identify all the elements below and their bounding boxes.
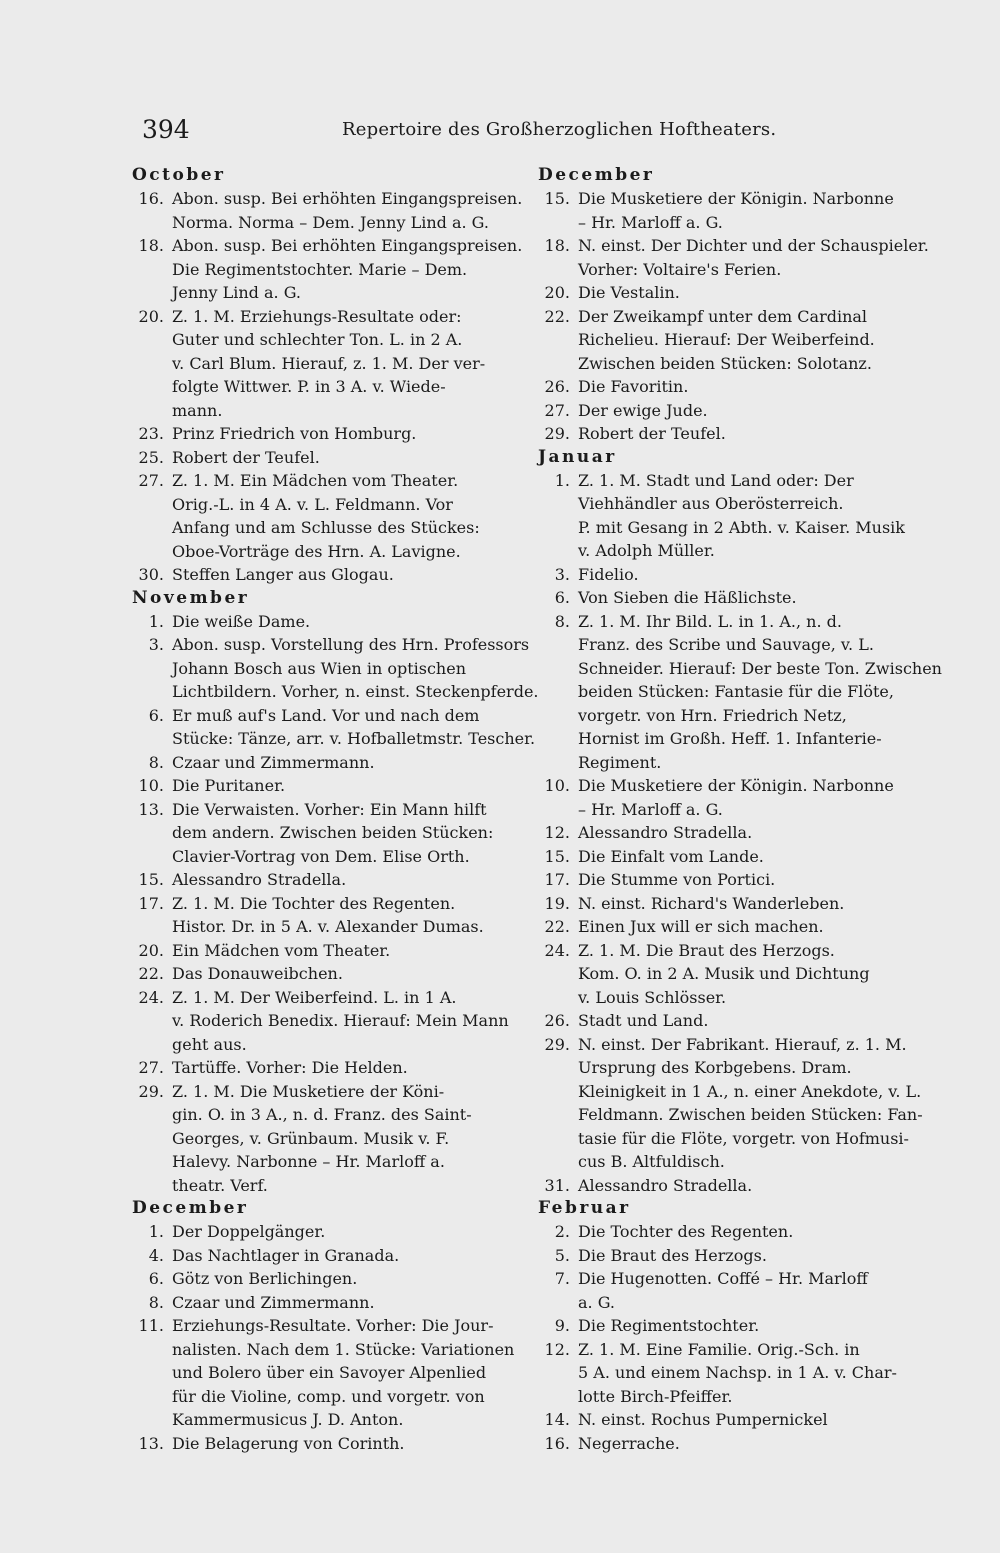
entry-line: vorgetr. von Hrn. Friedrich Netz,	[578, 705, 847, 725]
entry-line: v. Carl Blum. Hierauf, z. 1. M. Der ver-	[172, 353, 486, 373]
entry-line: Von Sieben die Häßlichste.	[578, 588, 797, 607]
entry-line: Robert der Teufel.	[578, 424, 726, 443]
performance-entry	[538, 281, 943, 305]
performance-entry	[538, 1267, 943, 1314]
entry-line: Stadt und Land.	[578, 1011, 709, 1030]
entry-text	[172, 187, 532, 234]
entry-line: Z. 1. M. Die Musketiere der Köni-	[172, 1081, 445, 1101]
entry-day: 20.	[138, 306, 164, 326]
entry-day: 6.	[148, 705, 164, 725]
entry-day: 8.	[554, 611, 570, 631]
entry-line: Richelieu. Hierauf: Der Weiberfeind.	[578, 330, 875, 349]
right-column	[538, 164, 943, 1455]
performance-entry	[538, 939, 943, 1010]
entry-line: Abon. susp. Vorstellung des Hrn. Professors	[172, 635, 530, 654]
performance-entry	[538, 563, 943, 587]
entry-line: Kleinigkeit in 1 A., n. einer Anekdote, v. L.	[578, 1081, 922, 1101]
performance-entry	[132, 1267, 532, 1291]
entry-line: Die Hugenotten. Coffé – Hr. Marloff	[578, 1269, 868, 1288]
entry-day: 8.	[148, 1292, 164, 1312]
entry-text	[172, 868, 532, 892]
entry-text	[578, 1314, 943, 1338]
entry-line: Georges, v. Grünbaum. Musik v. F.	[172, 1128, 450, 1148]
entry-line: Die Braut des Herzogs.	[578, 1245, 767, 1265]
entry-day: 25.	[138, 447, 164, 467]
entry-line: Feldmann. Zwischen beiden Stücken: Fan-	[578, 1105, 923, 1124]
performance-entry	[538, 915, 943, 939]
entry-text	[172, 610, 532, 634]
entry-line: Die Musketiere der Königin. Narbonne	[578, 189, 894, 208]
entry-day: 24.	[138, 987, 164, 1007]
entry-day: 17.	[138, 893, 164, 913]
entry-line: – Hr. Marloff a. G.	[578, 799, 723, 819]
entry-text	[172, 751, 532, 775]
performance-entry	[538, 1314, 943, 1338]
entry-line: Schneider. Hierauf: Der beste Ton. Zwischen	[578, 658, 942, 678]
entry-line: Z. 1. M. Die Braut des Herzogs.	[578, 940, 835, 960]
entry-line: mann.	[172, 400, 223, 420]
entry-day: 1.	[148, 1222, 164, 1241]
entry-line: und Bolero über ein Savoyer Alpenlied	[172, 1363, 487, 1382]
entry-day: 23.	[138, 424, 164, 443]
performance-entry	[132, 1220, 532, 1244]
entry-line: Kammermusicus J. D. Anton.	[172, 1410, 404, 1429]
entry-line: Die Verwaisten. Vorher: Ein Mann hilft	[172, 799, 487, 819]
entry-day: 2.	[554, 1222, 570, 1241]
entry-text	[578, 305, 943, 376]
entry-line: N. einst. Richard's Wanderleben.	[578, 893, 845, 913]
performance-entry	[538, 469, 943, 563]
entry-day: 18.	[544, 236, 570, 255]
performance-entry	[538, 375, 943, 399]
entry-line: Hornist im Großh. Heff. 1. Infanterie-	[578, 729, 882, 748]
entry-line: Robert der Teufel.	[172, 447, 320, 467]
entry-line: Kom. O. in 2 A. Musik und Dichtung	[578, 964, 870, 983]
page-header	[142, 115, 870, 151]
performance-entry	[132, 798, 532, 869]
entry-text	[578, 774, 943, 821]
performance-entry	[132, 1432, 532, 1456]
entry-line: Alessandro Stradella.	[578, 823, 753, 842]
entry-text	[578, 1432, 943, 1456]
entry-line: Czaar und Zimmermann.	[172, 1292, 375, 1312]
entry-line: v. Louis Schlösser.	[578, 987, 727, 1007]
entry-day: 10.	[544, 776, 570, 795]
entry-line: Er muß auf's Land. Vor und nach dem	[172, 705, 480, 725]
month-heading: December	[538, 165, 655, 185]
performance-entry	[132, 446, 532, 470]
entry-text	[578, 1267, 943, 1314]
performance-entry	[538, 892, 943, 916]
entry-day: 22.	[138, 964, 164, 983]
performance-entry	[538, 586, 943, 610]
entry-line: Der ewige Jude.	[578, 400, 708, 420]
entry-line: Z. 1. M. Die Tochter des Regenten.	[172, 893, 456, 913]
entry-text	[172, 1220, 532, 1244]
entry-line: Clavier-Vortrag von Dem. Elise Orth.	[172, 846, 470, 866]
entry-line: lotte Birch-Pfeiffer.	[578, 1386, 733, 1406]
entry-text	[578, 399, 943, 423]
entry-text	[578, 469, 943, 563]
entry-text	[172, 798, 532, 869]
entry-day: 6.	[148, 1269, 164, 1288]
entry-day: 5.	[554, 1245, 570, 1265]
entry-text	[172, 1314, 532, 1432]
entry-day: 22.	[544, 917, 570, 936]
month-heading: December	[132, 1198, 249, 1218]
entry-line: Regiment.	[578, 752, 662, 772]
entry-line: Die Regimentstochter.	[578, 1316, 760, 1335]
entry-line: Die Tochter des Regenten.	[578, 1222, 794, 1241]
entry-line: N. einst. Der Fabrikant. Hierauf, z. 1. M.	[578, 1034, 907, 1054]
performance-entry	[538, 234, 943, 281]
entry-line: Anfang und am Schlusse des Stückes:	[172, 518, 480, 537]
entry-line: Die Einfalt vom Lande.	[578, 846, 764, 866]
performance-entry	[132, 1244, 532, 1268]
entry-day: 13.	[138, 1433, 164, 1453]
entry-line: Ursprung des Korbgebens. Dram.	[578, 1058, 852, 1077]
entry-line: N. einst. Der Dichter und der Schauspieler.	[578, 236, 929, 255]
entry-day: 4.	[148, 1245, 164, 1265]
entry-line: v. Adolph Müller.	[578, 541, 715, 560]
entry-line: Einen Jux will er sich machen.	[578, 917, 824, 936]
performance-entry	[538, 610, 943, 775]
entry-text	[172, 633, 539, 704]
running-title: Repertoire des Großherzoglichen Hoftheaters.	[342, 119, 777, 140]
performance-entry	[132, 704, 536, 751]
entry-text	[578, 281, 943, 305]
entry-line: nalisten. Nach dem 1. Stücke: Variationen	[172, 1339, 515, 1359]
entry-text	[578, 1244, 943, 1268]
entry-line: v. Roderich Benedix. Hierauf: Mein Mann	[172, 1011, 509, 1030]
entry-line: Die Vestalin.	[578, 283, 680, 302]
entry-text	[578, 1220, 943, 1244]
entry-line: Oboe-Vorträge des Hrn. A. Lavigne.	[172, 541, 461, 561]
entry-line: Negerrache.	[578, 1433, 680, 1453]
performance-entry	[132, 774, 532, 798]
entry-day: 16.	[138, 189, 164, 208]
entry-text	[172, 986, 532, 1057]
performance-entry	[538, 305, 943, 376]
entry-day: 29.	[544, 1034, 570, 1054]
entry-text	[578, 1174, 943, 1198]
entry-text	[172, 305, 532, 423]
entry-text	[578, 1033, 943, 1174]
entry-day: 1.	[148, 611, 164, 631]
entry-text	[172, 892, 532, 939]
entry-line: gin. O. in 3 A., n. d. Franz. des Saint-	[172, 1105, 472, 1124]
entry-day: 20.	[544, 283, 570, 302]
entry-day: 16.	[544, 1433, 570, 1453]
performance-entry	[132, 610, 532, 634]
entry-line: tasie für die Flöte, vorgetr. von Hofmusi-	[578, 1128, 909, 1148]
performance-entry	[132, 1080, 532, 1198]
performance-entry	[538, 422, 943, 446]
performance-entry	[132, 469, 532, 563]
entry-line: Zwischen beiden Stücken: Solotanz.	[578, 353, 872, 373]
entry-line: Prinz Friedrich von Homburg.	[172, 424, 417, 443]
performance-entry	[132, 633, 539, 704]
left-column	[132, 164, 539, 1455]
entry-text	[172, 962, 532, 986]
entry-text	[578, 939, 943, 1010]
entry-text	[172, 774, 532, 798]
entry-text	[578, 187, 943, 234]
entry-line: Die Belagerung von Corinth.	[172, 1433, 405, 1453]
entry-day: 12.	[544, 823, 570, 842]
performance-entry	[132, 234, 532, 305]
entry-line: Guter und schlechter Ton. L. in 2 A.	[172, 330, 463, 349]
entry-day: 13.	[138, 799, 164, 819]
entry-line: dem andern. Zwischen beiden Stücken:	[172, 823, 494, 842]
entry-line: Franz. des Scribe und Sauvage, v. L.	[578, 635, 874, 654]
performance-entry	[132, 1056, 532, 1080]
entry-line: Johann Bosch aus Wien in optischen	[172, 658, 466, 678]
entry-day: 15.	[544, 189, 570, 208]
entry-text	[172, 1080, 532, 1198]
entry-line: Ein Mädchen vom Theater.	[172, 940, 391, 960]
entry-day: 14.	[544, 1410, 570, 1429]
entry-line: Z. 1. M. Der Weiberfeind. L. in 1 A.	[172, 987, 457, 1007]
entry-day: 31.	[544, 1175, 570, 1195]
entry-line: geht aus.	[172, 1034, 247, 1054]
month-heading: Januar	[538, 446, 617, 467]
entry-day: 12.	[544, 1339, 570, 1359]
entry-text	[578, 234, 943, 281]
performance-entry	[132, 305, 532, 423]
entry-day: 15.	[138, 870, 164, 889]
entry-text	[172, 1432, 532, 1456]
entry-line: Alessandro Stradella.	[578, 1175, 753, 1195]
entry-line: Z. 1. M. Stadt und Land oder: Der	[578, 470, 854, 490]
entry-text	[578, 422, 943, 446]
performance-entry	[538, 868, 943, 892]
entry-text	[172, 234, 532, 305]
performance-entry	[538, 1033, 943, 1174]
performance-entry	[538, 187, 943, 234]
entry-line: Die weiße Dame.	[172, 611, 311, 631]
entry-text	[172, 1056, 532, 1080]
entry-line: Der Zweikampf unter dem Cardinal	[578, 306, 868, 326]
entry-day: 22.	[544, 306, 570, 326]
entry-text	[578, 1009, 943, 1033]
entry-line: P. mit Gesang in 2 Abth. v. Kaiser. Musik	[578, 517, 905, 537]
entry-text	[172, 1291, 532, 1315]
entry-text	[172, 446, 532, 470]
entry-line: Die Regimentstochter. Marie – Dem.	[172, 259, 468, 279]
entry-day: 27.	[544, 400, 570, 420]
entry-line: cus B. Altfuldisch.	[578, 1152, 725, 1171]
performance-entry	[538, 1174, 943, 1198]
entry-day: 18.	[138, 236, 164, 255]
performance-entry	[132, 868, 532, 892]
entry-day: 1.	[554, 470, 570, 490]
performance-entry	[538, 1432, 943, 1456]
entry-text	[578, 563, 943, 587]
entry-line: Tartüffe. Vorher: Die Helden.	[172, 1058, 408, 1077]
entry-day: 19.	[544, 893, 570, 913]
performance-entry	[132, 187, 532, 234]
entry-line: N. einst. Rochus Pumpernickel	[578, 1410, 828, 1429]
entry-day: 26.	[544, 377, 570, 396]
entry-line: – Hr. Marloff a. G.	[578, 212, 723, 232]
entry-day: 15.	[544, 846, 570, 866]
entry-text	[578, 586, 943, 610]
month-heading: October	[132, 165, 226, 185]
entry-day: 20.	[138, 940, 164, 960]
month-heading: Februar	[538, 1198, 631, 1218]
performance-entry	[132, 892, 532, 939]
entry-day: 29.	[544, 424, 570, 443]
entry-text	[172, 469, 532, 563]
entry-line: Alessandro Stradella.	[172, 870, 347, 889]
entry-line: Z. 1. M. Ihr Bild. L. in 1. A., n. d.	[578, 611, 842, 631]
entry-text	[578, 610, 943, 775]
month-heading: November	[132, 587, 250, 608]
entry-line: Stücke: Tänze, arr. v. Hofballetmstr. Tescher.	[172, 729, 536, 748]
entry-line: Z. 1. M. Ein Mädchen vom Theater.	[172, 471, 459, 490]
entry-day: 29.	[138, 1081, 164, 1101]
entry-text	[172, 939, 532, 963]
entry-line: Jenny Lind a. G.	[172, 283, 301, 302]
entry-day: 6.	[554, 588, 570, 607]
entry-line: Erziehungs-Resultate. Vorher: Die Jour-	[172, 1316, 494, 1335]
entry-line: Das Donauweibchen.	[172, 964, 343, 983]
entry-text	[172, 1267, 532, 1291]
entry-line: Vorher: Voltaire's Ferien.	[578, 259, 782, 279]
entry-line: beiden Stücken: Fantasie für die Flöte,	[578, 682, 894, 701]
entry-text	[172, 1244, 532, 1268]
entry-day: 8.	[148, 752, 164, 772]
performance-entry	[132, 1314, 532, 1432]
entry-text	[578, 845, 943, 869]
entry-text	[578, 892, 943, 916]
performance-entry	[132, 1291, 532, 1315]
entry-day: 24.	[544, 940, 570, 960]
entry-day: 10.	[138, 776, 164, 795]
entry-day: 3.	[554, 564, 570, 584]
entry-day: 3.	[148, 635, 164, 654]
performance-entry	[132, 422, 532, 446]
entry-line: Histor. Dr. in 5 A. v. Alexander Dumas.	[172, 917, 484, 936]
page-number: 394	[142, 115, 190, 144]
entry-day: 17.	[544, 870, 570, 889]
entry-line: Abon. susp. Bei erhöhten Eingangspreisen.	[172, 189, 523, 208]
entry-day: 27.	[138, 471, 164, 490]
entry-line: folgte Wittwer. P. in 3 A. v. Wiede-	[172, 377, 446, 396]
entry-line: Die Stumme von Portici.	[578, 870, 776, 889]
entry-day: 11.	[138, 1316, 164, 1335]
entry-line: Norma. Norma – Dem. Jenny Lind a. G.	[172, 212, 489, 232]
entry-line: Z. 1. M. Erziehungs-Resultate oder:	[172, 306, 462, 326]
entry-line: theatr. Verf.	[172, 1175, 268, 1195]
entry-day: 7.	[554, 1269, 570, 1288]
performance-entry	[538, 399, 943, 423]
entry-text	[172, 422, 532, 446]
performance-entry	[538, 1009, 943, 1033]
performance-entry	[538, 774, 943, 821]
performance-entry	[538, 821, 943, 845]
performance-entry	[132, 962, 532, 986]
entry-line: Die Favoritin.	[578, 377, 689, 396]
performance-entry	[538, 845, 943, 869]
performance-entry	[538, 1220, 943, 1244]
entry-text	[578, 821, 943, 845]
performance-entry	[132, 751, 532, 775]
entry-line: Z. 1. M. Eine Familie. Orig.-Sch. in	[578, 1339, 860, 1359]
performance-entry	[132, 563, 532, 587]
entry-line: Steffen Langer aus Glogau.	[172, 565, 394, 584]
entry-line: für die Violine, comp. und vorgetr. von	[172, 1386, 485, 1406]
entry-line: 5 A. und einem Nachsp. in 1 A. v. Char-	[578, 1363, 897, 1382]
entry-day: 9.	[554, 1316, 570, 1335]
entry-line: Orig.-L. in 4 A. v. L. Feldmann. Vor	[172, 494, 453, 514]
entry-text	[578, 375, 943, 399]
entry-text	[578, 868, 943, 892]
entry-text	[578, 915, 943, 939]
entry-text	[578, 1408, 943, 1432]
performance-entry	[538, 1338, 943, 1409]
entry-line: a. G.	[578, 1292, 616, 1312]
entry-line: Das Nachtlager in Granada.	[172, 1245, 400, 1265]
performance-entry	[538, 1244, 943, 1268]
entry-line: Viehhändler aus Oberösterreich.	[578, 494, 844, 513]
entry-line: Abon. susp. Bei erhöhten Eingangspreisen.	[172, 236, 523, 255]
entry-line: Götz von Berlichingen.	[172, 1269, 358, 1288]
entry-text	[172, 704, 535, 751]
entry-line: Lichtbildern. Vorher, n. einst. Steckenpferde.	[172, 682, 539, 701]
entry-text	[578, 1338, 943, 1409]
entry-day: 30.	[138, 565, 164, 584]
entry-line: Die Musketiere der Königin. Narbonne	[578, 776, 894, 795]
entry-day: 26.	[544, 1011, 570, 1030]
entry-text	[172, 563, 532, 587]
performance-entry	[132, 986, 532, 1057]
entry-line: Halevy. Narbonne – Hr. Marloff a.	[172, 1152, 445, 1171]
entry-line: Die Puritaner.	[172, 776, 286, 795]
entry-line: Czaar und Zimmermann.	[172, 752, 375, 772]
entry-line: Der Doppelgänger.	[172, 1222, 326, 1241]
entry-day: 27.	[138, 1058, 164, 1077]
performance-entry	[538, 1408, 943, 1432]
entry-line: Fidelio.	[578, 564, 639, 584]
performance-entry	[132, 939, 532, 963]
